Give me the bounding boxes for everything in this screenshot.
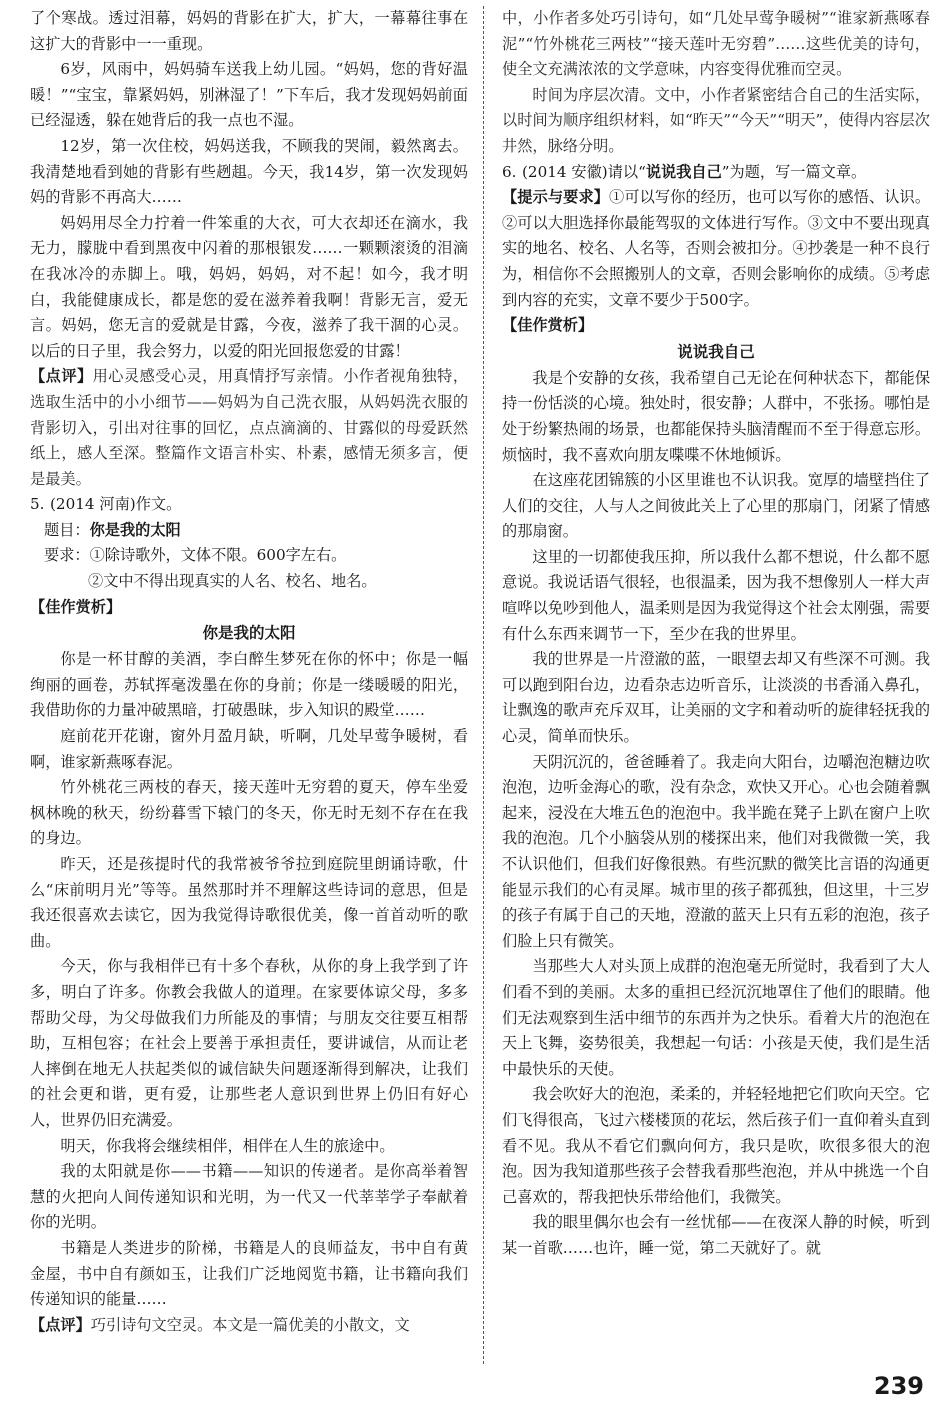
essay6-paragraph: 这里的一切都使我压抑，所以我什么都不想说，什么都不愿意说。我说话语气很轻，也很温柔，因为我不想像别人一样大声喧哗以免吵到他人，温柔则是因为我觉得这个社会太刚强，需要有什么东西来调节一下，至少在我的世界里。 (502, 547, 930, 643)
essay-title: 说说我自己 (677, 342, 755, 361)
comment-continuation: 中，小作者多处巧引诗句，如“几处早莺争暖树”“谁家新燕啄春泥”“竹外桃花三两枝”“接天莲叶无穷碧”……这些优美的诗句，使全文充满浓浓的文学意味，内容变得优雅而空灵。 (502, 9, 930, 79)
essay4-paragraph: 了个寒战。透过泪幕，妈妈的背影在扩大，扩大，一幕幕往事在这扩大的背影中一一重现。 (30, 9, 468, 53)
essay6-paragraph: 当那些大人对头顶上成群的泡泡毫无所觉时，我看到了大人们看不到的美丽。太多的重担已经沉沉地罩住了他们的眼睛。他们无法观察到生活中细节的东西并为之快乐。看着大片的泡泡在天上飞舞，姿势很美，我想起一句话：小孩是天使，我们是生活中最快乐的天使。 (502, 957, 930, 1078)
sample-essay-tag: 【佳作赏析】 (502, 316, 594, 335)
essay6-paragraph: 我的眼里偶尔也会有一丝忧郁——在夜深人静的时候，听到某一首歌……也许，睡一觉，第二天就好了。就 (502, 1213, 930, 1257)
question-5-header (30, 492, 468, 518)
essay6-paragraph: 我会吹好大的泡泡，柔柔的，并轻轻地把它们吹向天空。它们飞得很高，飞过六楼楼顶的花坛，然后孩子们一直仰着头直到看不见。我从不看它们飘向何方，我只是吹，吹很多很大的泡泡。因为我知道那些孩子会替我看那些泡泡，并从中挑选一个自己喜欢的，帮我把快乐带给他们，我微笑。 (502, 1085, 930, 1206)
question-5-title-line (30, 518, 468, 544)
comment-block (30, 1313, 468, 1339)
page-number: 239 (873, 1372, 924, 1400)
comment-text: 巧引诗句文空灵。本文是一篇优美的小散文，文 (90, 1315, 410, 1334)
question-source: (2014 安徽)请以“ (522, 162, 646, 181)
right-column (502, 6, 930, 1262)
comment-text: 用心灵感受心灵，用真情抒写亲情。小作者视角独特，选取生活中的小小细节——妈妈为自己洗衣服，从妈妈洗衣服的背影切入，引出对往事的回忆，点点滴滴的、甘露似的母爱跃然纸上，感人至深。整篇作文语言朴实、朴素，感情无须多言，便是最美。 (30, 367, 469, 488)
question-title: 说说我自己 (645, 162, 722, 181)
essay-title: 你是我的太阳 (202, 624, 296, 643)
column-divider (483, 6, 484, 1364)
comment-tag: 【点评】 (30, 1315, 91, 1334)
requirements-text: ①可以写你的经历，也可以写你的感悟、认识。②可以大胆选择你最能驾驭的文体进行写作。③文中不要出现真实的地名、校名、人名等，否则会被扣分。④抄袭是一种不良行为，相信你不会照搬别人的文章，否则会影响你的成绩。⑤考虑到内容的充实，文章不要少于500字。 (502, 188, 931, 309)
essay5-paragraph: 庭前花开花谢，窗外月盈月缺，听啊，几处早莺争暖树，看啊，谁家新燕啄春泥。 (30, 727, 468, 771)
requirement-label: 要求： (44, 546, 90, 565)
question-5-requirement-2: ②文中不得出现真实的人名、校名、地名。 (88, 572, 377, 591)
sample-essay-tag: 【佳作赏析】 (30, 597, 122, 616)
essay6-paragraph: 天阴沉沉的，爸爸睡着了。我走向大阳台，边嚼泡泡糖边吹泡泡，边听金海心的歌，没有杂念，欢快又开心。心也会随着飘起来，浸没在大堆五色的泡泡中。我半跪在凳子上趴在窗户上吹我的泡泡。几个小脑袋从别的楼探出来，他们对我微微一笑，我不认识他们，但我们好像很熟。有些沉默的微笑比言语的沟通更能显示我们的心有灵犀。城市里的孩子都孤独，但这里，十三岁的孩子有属于自己的天地，澄澈的蓝天上只有五彩的泡泡，孩子们脸上只有微笑。 (502, 752, 930, 950)
essay5-paragraph: 昨天，还是孩提时代的我常被爷爷拉到庭院里朗诵诗歌，什么“床前明月光”等等。虽然那时并不理解这些诗词的意思，但是我还很喜欢去读它，因为我觉得诗歌很优美，像一首首动听的歌曲。 (30, 855, 468, 950)
essay5-paragraph: 我的太阳就是你——书籍——知识的传递者。是你高举着智慧的火把向人间传递知识和光明，为一代又一代莘莘学子奉献着你的光明。 (30, 1162, 468, 1232)
question-6-header (502, 160, 930, 186)
essay4-paragraph: 妈妈用尽全力拧着一件笨重的大衣，可大衣却还在滴水，我无力，朦胧中看到黑夜中闪着的那根银发……一颗颗滚烫的泪滴在我冰冷的赤脚上。哦，妈妈，妈妈，对不起！如今，我才明白，我能健康成长，都是您的爱在滋养着我啊！背影无言，爱无言。妈妈，您无言的爱就是甘露，今夜，滋养了我干涸的心灵。以后的日子里，我会努力，以爱的阳光回报您爱的甘露！ (30, 213, 468, 360)
comment-paragraph: 时间为序层次清。文中，小作者紧密结合自己的生活实际，以时间为顺序组织材料，如“昨天”“今天”“明天”，使得内容层次井然，脉络分明。 (502, 85, 930, 155)
essay5-paragraph: 竹外桃花三两枝的春天，接天莲叶无穷碧的夏天，停车坐爱枫林晚的秋天，纷纷暮雪下辕门的冬天，你无时无刻不存在在我的身边。 (30, 778, 468, 848)
comment-tag: 【点评】 (30, 367, 93, 386)
question-number: 6. (502, 162, 517, 181)
question-number: 5. (30, 495, 45, 514)
title-label: 题目： (44, 520, 90, 539)
question-6-requirements (502, 185, 930, 313)
essay6-paragraph: 我的世界是一片澄澈的蓝，一眼望去却又有些深不可测。我可以跑到阳台边，边看杂志边听音乐，让淡淡的书香涌入鼻孔，让飘逸的歌声充斥双耳，让美丽的文字和着动听的旋律轻抚我的心灵，简单而快乐。 (502, 650, 930, 746)
question-instruction: ”为题，写一篇文章。 (721, 162, 867, 181)
essay4-paragraph: 6岁，风雨中，妈妈骑车送我上幼儿园。“妈妈，您的背好温暖！”“宝宝，靠紧妈妈，别淋湿了！”下车后，我才发现妈妈前面已经湿透，躲在她背后的我一点也不湿。 (30, 60, 468, 130)
essay5-paragraph: 你是一杯甘醇的美酒，李白醉生梦死在你的怀中；你是一幅绚丽的画卷，苏轼挥毫泼墨在你的身前；你是一缕暖暖的阳光，我借助你的力量冲破黑暗，打破愚昧，步入知识的殿堂…… (30, 650, 468, 720)
question-source: (2014 河南)作文。 (50, 495, 182, 514)
left-column (30, 6, 468, 1338)
essay6-paragraph: 我是个安静的女孩，我希望自己无论在何种状态下，都能保持一份恬淡的心境。独处时，很安静；人群中，不张扬。哪怕是处于纷繁热闹的场景，也都能保持头脑清醒而不至于得意忘形。烦恼时，我不喜欢向朋友喋喋不休地倾诉。 (502, 368, 930, 464)
essay5-paragraph: 今天，你与我相伴已有十多个春秋，从你的身上我学到了许多，明白了许多。你教会我做人的道理。在家要体谅父母，多多帮助父母，为父母做我们力所能及的事情；与朋友交往要互相帮助，互相包容；在社会上要善于承担责任，要讲诚信，从而让老人摔倒在地无人扶起类似的诚信缺失问题逐渐得到解决，让我们的社会更和谐，更有爱，让那些老人意识到世界上仍旧有好心人，世界仍旧充满爱。 (30, 957, 468, 1129)
essay4-paragraph: 12岁，第一次住校，妈妈送我，不顾我的哭闹，毅然离去。我清楚地看到她的背影有些趔趄。今天，我14岁，第一次发现妈妈的背影不再高大…… (30, 136, 468, 207)
requirements-tag: 【提示与要求】 (502, 188, 610, 207)
essay6-paragraph: 在这座花团锦簇的小区里谁也不认识我。宽厚的墙壁挡住了人们的交往，人与人之间彼此关上了心里的那扇门，闭紧了情感的那扇窗。 (502, 471, 930, 541)
essay5-paragraph: 书籍是人类进步的阶梯，书籍是人的良师益友，书中自有黄金屋，书中自有颜如玉，让我们广泛地阅览书籍，让书籍向我们传递知识的能量…… (30, 1238, 468, 1309)
requirement-text: ①除诗歌外，文体不限。600字左右。 (89, 546, 347, 565)
question-title: 你是我的太阳 (89, 520, 181, 539)
question-5-requirement-1 (30, 543, 468, 569)
essay5-paragraph: 明天，你我将会继续相伴，相伴在人生的旅途中。 (60, 1136, 395, 1155)
comment-block (30, 364, 468, 492)
